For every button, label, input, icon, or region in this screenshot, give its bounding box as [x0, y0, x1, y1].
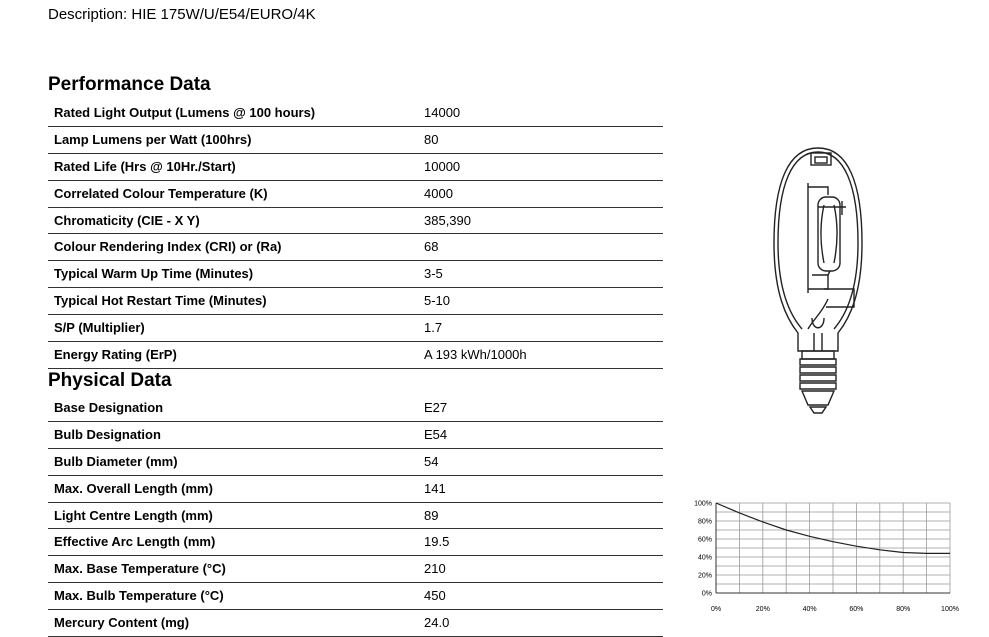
- table-row: [48, 234, 663, 261]
- table-row: [48, 127, 663, 154]
- row-label: Light Centre Length (mm): [54, 507, 213, 523]
- row-value: 68: [424, 239, 439, 255]
- row-value: 210: [424, 561, 446, 577]
- row-value: 3-5: [424, 266, 443, 282]
- chart-y-ticks: [694, 501, 712, 598]
- row-label: Max. Bulb Temperature (°C): [54, 588, 224, 604]
- x-tick-label: 0%: [710, 606, 722, 613]
- table-row: [48, 422, 663, 449]
- row-label: Correlated Colour Temperature (K): [54, 185, 268, 201]
- table-row: [48, 154, 663, 181]
- row-label: Bulb Diameter (mm): [54, 453, 178, 469]
- description: Description: HIE 175W/U/E54/EURO/4K: [48, 6, 316, 23]
- row-value: 89: [424, 507, 439, 523]
- row-value: 10000: [424, 158, 461, 174]
- row-value: E27: [424, 400, 448, 415]
- x-tick-label: 80%: [896, 606, 911, 613]
- table-row: [48, 261, 663, 288]
- row-value: 24.0: [424, 615, 450, 631]
- performance-data-title: Performance Data: [48, 74, 211, 95]
- x-tick-label: 100%: [941, 606, 959, 613]
- lamp-illustration-icon: [768, 143, 868, 418]
- row-value: 5-10: [424, 293, 451, 309]
- row-value: 450: [424, 588, 446, 604]
- lumen-maintenance-chart: [688, 493, 968, 621]
- row-label: Typical Warm Up Time (Minutes): [54, 266, 254, 282]
- row-label: Lamp Lumens per Watt (100hrs): [54, 131, 252, 147]
- row-value: 1.7: [424, 320, 443, 336]
- row-label: Effective Arc Length (mm): [54, 534, 216, 550]
- table-row: [48, 208, 663, 235]
- table-row: [48, 100, 663, 127]
- row-label: Base Designation: [54, 400, 164, 415]
- row-label: Chromaticity (CIE - X Y): [54, 212, 200, 228]
- table-row: [48, 181, 663, 208]
- x-tick-label: 20%: [755, 606, 770, 613]
- row-value: 141: [424, 480, 446, 496]
- row-value: 54: [424, 453, 439, 469]
- table-row: [48, 342, 663, 369]
- row-label: Energy Rating (ErP): [54, 347, 177, 363]
- physical-data-title: Physical Data: [48, 370, 172, 391]
- table-row: [48, 529, 663, 556]
- row-value: 4000: [424, 185, 453, 201]
- row-value: 80: [424, 131, 439, 147]
- table-row: [48, 556, 663, 583]
- performance-data-table: [48, 100, 663, 369]
- row-label: Max. Overall Length (mm): [54, 480, 213, 496]
- y-tick-label: 20%: [697, 572, 712, 580]
- row-value: 385,390: [424, 212, 471, 228]
- physical-data-table: [48, 395, 663, 637]
- row-label: Colour Rendering Index (CRI) or (Ra): [54, 239, 282, 255]
- row-label: Rated Light Output (Lumens @ 100 hours): [54, 105, 316, 120]
- table-row: [48, 449, 663, 476]
- y-tick-label: 40%: [697, 554, 712, 562]
- table-row: [48, 288, 663, 315]
- row-label: Max. Base Temperature (°C): [54, 561, 226, 577]
- row-label: S/P (Multiplier): [54, 320, 145, 336]
- row-value: 19.5: [424, 534, 450, 550]
- chart-grid: [716, 503, 950, 593]
- table-row: [48, 476, 663, 503]
- x-tick-label: 40%: [802, 606, 817, 613]
- table-row: [48, 583, 663, 610]
- y-tick-label: 80%: [697, 518, 712, 526]
- table-row: [48, 315, 663, 342]
- y-tick-label: 100%: [694, 500, 712, 508]
- x-tick-label: 60%: [849, 606, 864, 613]
- row-label: Typical Hot Restart Time (Minutes): [54, 293, 267, 309]
- row-value: A 193 kWh/1000h: [424, 347, 527, 363]
- row-value: E54: [424, 426, 448, 442]
- row-label: Mercury Content (mg): [54, 615, 190, 631]
- row-label: Rated Life (Hrs @ 10Hr./Start): [54, 158, 236, 174]
- row-value: 14000: [424, 105, 461, 120]
- y-tick-label: 60%: [697, 536, 712, 544]
- y-tick-label: 0%: [701, 590, 712, 598]
- table-row: [48, 395, 663, 422]
- row-label: Bulb Designation: [54, 426, 161, 442]
- table-row: [48, 503, 663, 530]
- chart-x-ticks: [711, 606, 959, 613]
